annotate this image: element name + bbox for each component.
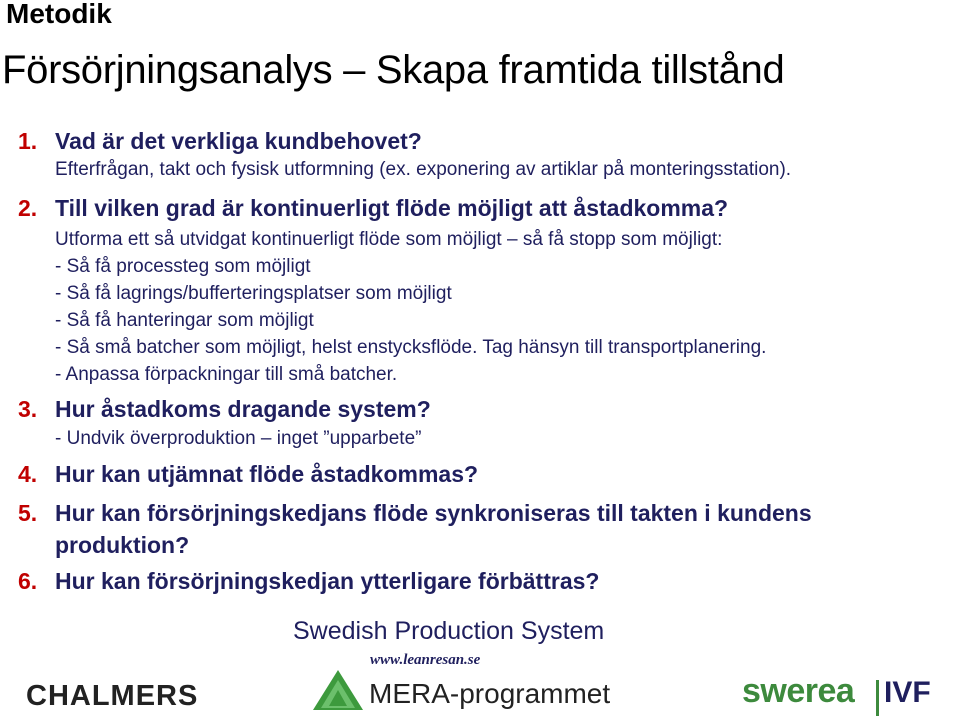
page-title: Försörjningsanalys – Skapa framtida tillstånd xyxy=(2,48,785,92)
item-detail: - Så små batcher som möjligt, helst enstycksflöde. Tag hänsyn till transportplanering. xyxy=(55,337,767,358)
mera-logo-text: MERA-programmet xyxy=(369,678,611,709)
item-question-continued: produktion? xyxy=(55,532,190,558)
item-question: Hur kan försörjningskedjans flöde synkroniseras till takten i kundens xyxy=(55,500,812,526)
ivf-logo-text: IVF xyxy=(884,676,931,709)
item-number: 4. xyxy=(18,461,38,487)
footer-title: Swedish Production System xyxy=(293,617,605,645)
item-number: 6. xyxy=(18,568,38,594)
item-detail: Efterfrågan, takt och fysisk utformning (ex. exponering av artiklar på monteringsstation). xyxy=(55,159,792,180)
item-number: 2. xyxy=(18,195,38,221)
item-detail: - Undvik överproduktion – inget ”upparbete” xyxy=(55,428,422,449)
item-question: Vad är det verkliga kundbehovet? xyxy=(55,128,422,154)
section-kicker: Metodik xyxy=(6,0,112,29)
item-number: 1. xyxy=(18,128,38,154)
item-detail: - Så få processteg som möjligt xyxy=(55,256,311,277)
item-number: 5. xyxy=(18,500,38,526)
chalmers-logo: CHALMERS xyxy=(26,680,199,712)
item-question: Hur kan försörjningskedjan ytterligare förbättras? xyxy=(55,568,600,594)
item-question: Hur kan utjämnat flöde åstadkommas? xyxy=(55,461,479,487)
mera-logo-icon xyxy=(311,668,365,712)
item-question: Till vilken grad är kontinuerligt flöde möjligt att åstadkomma? xyxy=(55,195,729,221)
footer-url: www.leanresan.se xyxy=(370,652,481,668)
logo-divider xyxy=(876,680,879,716)
item-question: Hur åstadkoms dragande system? xyxy=(55,396,431,422)
item-detail: Utforma ett så utvidgat kontinuerligt flöde som möjligt – så få stopp som möjligt: xyxy=(55,229,723,250)
item-detail: - Anpassa förpackningar till små batcher. xyxy=(55,364,398,385)
item-detail: - Så få hanteringar som möjligt xyxy=(55,310,314,331)
item-detail: - Så få lagrings/bufferteringsplatser som möjligt xyxy=(55,283,452,304)
swerea-logo-text: swerea xyxy=(742,672,855,710)
item-number: 3. xyxy=(18,396,38,422)
